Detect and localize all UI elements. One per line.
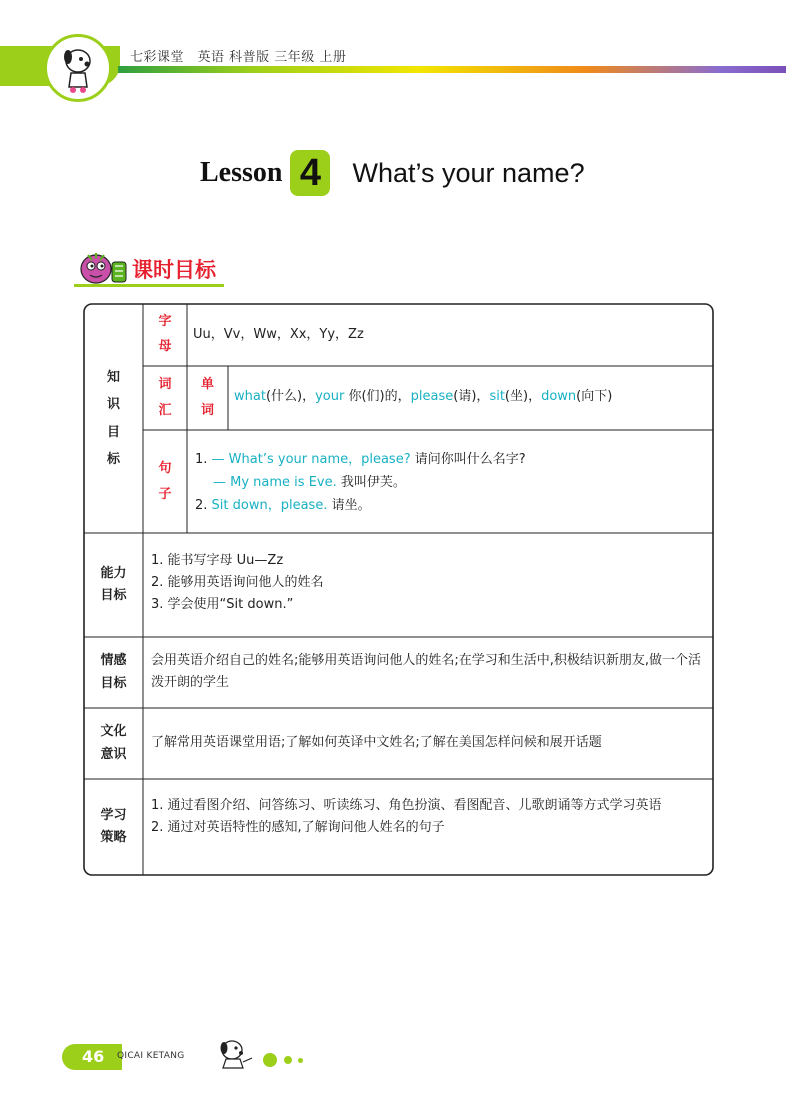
sentence-line xyxy=(195,471,705,494)
knowledge-label xyxy=(84,304,143,533)
vocab-sublabel-text: 单词 xyxy=(200,377,214,418)
lesson-question: What’s your name? xyxy=(352,157,585,188)
decorative-dot xyxy=(298,1058,303,1063)
strategy-label-text: 学习策略 xyxy=(100,807,127,845)
vocab-word-zh: (什么) xyxy=(265,389,303,404)
letters-content: Uu，Vv，Ww，Xx，Yy，Zz xyxy=(193,327,364,342)
vocab-sublabel xyxy=(187,366,228,430)
vocab-word-en: what xyxy=(234,389,266,404)
vocab-label-text: 词汇 xyxy=(158,377,172,418)
footer-brand: QICAI KETANG xyxy=(117,1051,185,1061)
ability-label xyxy=(84,533,143,637)
sentence-zh: 请坐。 xyxy=(331,498,371,513)
sentence-num: 1. xyxy=(195,452,208,467)
vocab-word-zh: 你(们)的 xyxy=(348,389,398,404)
strategy-content xyxy=(151,795,703,839)
header-rainbow-stripe xyxy=(118,66,786,73)
strategy-item: 1. 通过看图介绍、问答练习、听读练习、角色扮演、看图配音、儿歌朗诵等方式学习英语 xyxy=(151,798,662,813)
dog-mascot-icon xyxy=(44,34,112,102)
emotion-content: 会用英语介绍自己的姓名;能够用英语询问他人的姓名;在学习和生活中,积极结识新朋友,做一个活泼开朗的学生 xyxy=(151,653,702,690)
vocab-word-zh: (向下) xyxy=(576,389,613,404)
sentence-num: 2. xyxy=(195,498,208,513)
section-underline xyxy=(74,284,224,287)
page-header xyxy=(0,0,800,100)
sentences-label xyxy=(143,430,187,533)
emotion-label xyxy=(84,637,143,708)
ability-item: 2. 能够用英语询问他人的姓名 xyxy=(151,575,324,590)
decorative-dot xyxy=(263,1053,277,1067)
sentence-zh: 请问你叫什么名字? xyxy=(414,452,526,467)
strategy-item: 2. 通过对英语特性的感知,了解询问他人姓名的句子 xyxy=(151,820,445,835)
cartoon-mascot-icon xyxy=(74,248,130,286)
vocab-word-zh: (坐) xyxy=(504,389,529,404)
vocab-word-en: down xyxy=(541,389,577,404)
vocab-words: what(什么)，your 你(们)的，please(请)，sit(坐)，down(向下) xyxy=(234,389,613,404)
ability-item: 3. 学会使用“Sit down.” xyxy=(151,597,294,612)
culture-label xyxy=(84,708,143,779)
letters-label-text: 字母 xyxy=(158,314,172,354)
vocab-word-en: your xyxy=(315,389,345,404)
lesson-number: 4 xyxy=(290,150,330,196)
lesson-title xyxy=(200,148,585,198)
lesson-word: Lesson xyxy=(200,157,283,188)
culture-label-text: 文化意识 xyxy=(100,724,127,762)
sentences-label-text: 句子 xyxy=(158,460,172,502)
sentence-zh: 我叫伊芙。 xyxy=(340,475,406,490)
header-text: 七彩课堂 英语 科普版 三年级 上册 xyxy=(130,50,347,65)
sentence-line xyxy=(195,494,705,517)
sentences-content xyxy=(195,448,705,517)
emotion-label-text: 情感目标 xyxy=(100,653,127,691)
culture-content: 了解常用英语课堂用语;了解如何英译中文姓名;了解在美国怎样问候和展开话题 xyxy=(151,735,602,750)
sentence-en: — What’s your name，please? xyxy=(211,452,411,467)
sentence-en: — My name is Eve. xyxy=(213,475,337,490)
decorative-dot xyxy=(284,1056,292,1064)
dog-footer-icon xyxy=(212,1036,256,1072)
page-number-badge xyxy=(62,1044,124,1070)
section-title: 课时目标 xyxy=(132,258,216,282)
page-number: 46 xyxy=(82,1047,105,1066)
ability-content xyxy=(151,550,701,616)
vocab-word-en: please xyxy=(410,389,454,404)
knowledge-label-text: 知识目标 xyxy=(106,369,120,467)
vocab-word-en: sit xyxy=(489,389,505,404)
sentence-en: Sit down，please. xyxy=(211,498,328,513)
strategy-label xyxy=(84,779,143,875)
ability-item: 1. 能书写字母 Uu—Zz xyxy=(151,553,284,568)
sentence-line xyxy=(195,448,705,471)
vocab-word-zh: (请) xyxy=(453,389,477,404)
vocab-label xyxy=(143,366,187,430)
ability-label-text: 能力目标 xyxy=(100,565,127,603)
letters-label xyxy=(143,304,187,366)
section-heading xyxy=(74,248,294,288)
